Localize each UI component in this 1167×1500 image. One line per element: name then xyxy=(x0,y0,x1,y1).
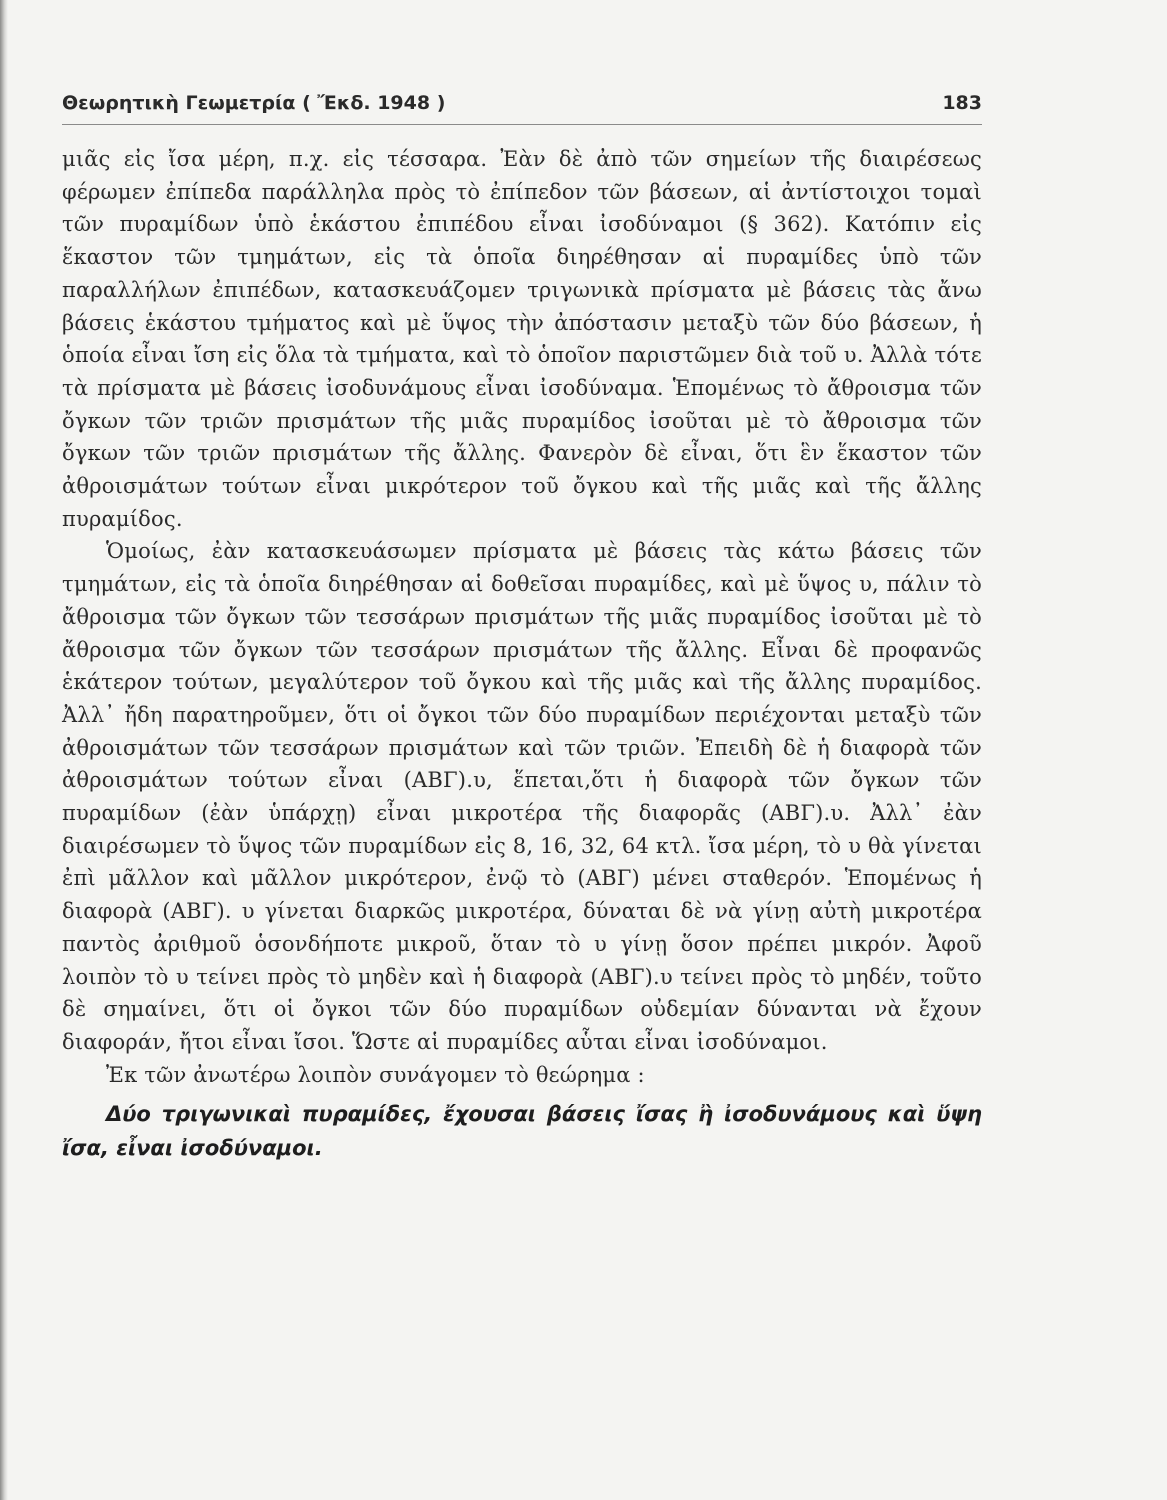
running-header xyxy=(62,92,982,125)
theorem-statement: Δύο τριγωνικαὶ πυραμίδες, ἔχουσαι βάσεις ἴσας ἢ ἰσοδυνάμους καὶ ὕψη ἴσα, εἶναι ἰσοδύναμοι. xyxy=(62,1102,982,1161)
page-number: 183 xyxy=(942,92,982,114)
paragraph-1: μιᾶς εἰς ἴσα μέρη, π.χ. εἰς τέσσαρα. Ἐὰν δὲ ἀπὸ τῶν σημείων τῆς διαιρέσεως φέρωμεν ἐπίπεδα παράλληλα πρὸς τὸ ἐπίπεδον τῶν βάσεων, αἱ ἀντίστοιχοι τομαὶ τῶν πυραμίδων ὑπὸ ἑκάστου ἐπιπέδου εἶναι ἰσοδύναμοι (§ 362). Κατόπιν εἰς ἕκαστον τῶν τμημάτων, εἰς τὰ ὁποῖα διηρέθησαν αἱ πυραμίδες ὑπὸ τῶν παραλλήλων ἐπιπέδων, κατασκευάζομεν τριγωνικὰ πρίσματα μὲ βάσεις τὰς ἄνω βάσεις ἑκάστου τμήματος καὶ μὲ ὕψος τὴν ἀπόστασιν μεταξὺ τῶν δύο βάσεων, ἡ ὁποία εἶναι ἴση εἰς ὅλα τὰ τμήματα, καὶ τὸ ὁποῖον παριστῶμεν διὰ τοῦ υ. Ἀλλὰ τότε τὰ πρίσματα μὲ βάσεις ἰσοδυνάμους εἶναι ἰσοδύναμα. Ἑπομένως τὸ ἄθροισμα τῶν ὄγκων τῶν τριῶν πρισμάτων τῆς μιᾶς πυραμίδος ἰσοῦται μὲ τὸ ἄθροισμα τῶν ὄγκων τῶν τριῶν πρισμάτων τῆς ἄλλης. Φανερὸν δὲ εἶναι, ὅτι ἓν ἕκαστον τῶν ἀθροισμάτων τούτων εἶναι μικρότερον τοῦ ὄγκου καὶ τῆς μιᾶς καὶ τῆς ἄλλης πυραμίδος. xyxy=(62,147,982,531)
book-page xyxy=(62,92,982,1412)
paragraph-3: Ἐκ τῶν ἀνωτέρω λοιπὸν συνάγομεν τὸ θεώρημα : xyxy=(106,1062,645,1087)
page-binding-edge xyxy=(0,0,8,1500)
paragraph-2: Ὁμοίως, ἐὰν κατασκευάσωμεν πρίσματα μὲ βάσεις τὰς κάτω βάσεις τῶν τμημάτων, εἰς τὰ ὁποῖα διηρέθησαν αἱ δοθεῖσαι πυραμίδες, καὶ μὲ ὕψος υ, πάλιν τὸ ἄθροισμα τῶν ὄγκων τῶν τεσσάρων πρισμάτων τῆς μιᾶς πυραμίδος ἰσοῦται μὲ τὸ ἄθροισμα τῶν ὄγκων τῶν τεσσάρων πρισμάτων τῆς ἄλλης. Εἶναι δὲ προφανῶς ἑκάτερον τούτων, μεγαλύτερον τοῦ ὄγκου καὶ τῆς μιᾶς καὶ τῆς ἄλλης πυραμίδος. Ἀλλ᾽ ἤδη παρατηροῦμεν, ὅτι οἱ ὄγκοι τῶν δύο πυραμίδων περιέχονται μεταξὺ τῶν ἀθροισμάτων τῶν τεσσάρων πρισμάτων καὶ τῶν τριῶν. Ἐπειδὴ δὲ ἡ διαφορὰ τῶν ἀθροισμάτων τούτων εἶναι (ΑΒΓ).υ, ἕπεται,ὅτι ἡ διαφορὰ τῶν ὄγκων τῶν πυραμίδων (ἐὰν ὑπάρχῃ) εἶναι μικροτέρα τῆς διαφορᾶς (ΑΒΓ).υ. Ἀλλ᾽ ἐὰν διαιρέσωμεν τὸ ὕψος τῶν πυραμίδων εἰς 8, 16, 32, 64 κτλ. ἴσα μέρη, τὸ υ θὰ γίνεται ἐπὶ μᾶλλον καὶ μᾶλλον μικρότερον, ἐνῷ τὸ (ΑΒΓ) μένει σταθερόν. Ἑπομένως ἡ διαφορὰ (ΑΒΓ). υ γίνεται διαρκῶς μικροτέρα, δύναται δὲ νὰ γίνῃ αὐτὴ μικροτέρα παντὸς ἀριθμοῦ ὁσονδήποτε μικροῦ, ὅταν τὸ υ γίνῃ ὅσον πρέπει μικρόν. Ἀφοῦ λοιπὸν τὸ υ τείνει πρὸς τὸ μηδὲν καὶ ἡ διαφορὰ (ΑΒΓ).υ τείνει πρὸς τὸ μηδέν, τοῦτο δὲ σημαίνει, ὅτι οἱ ὄγκοι τῶν δύο πυραμίδων οὐδεμίαν δύνανται νὰ ἔχουν διαφοράν, ἤτοι εἶναι ἴσοι. Ὥστε αἱ πυραμίδες αὗται εἶναι ἰσοδύναμοι. xyxy=(62,539,982,1054)
running-title: Θεωρητικὴ Γεωμετρία ( Ἔκδ. 1948 ) xyxy=(62,92,446,114)
body-text xyxy=(62,143,982,1091)
